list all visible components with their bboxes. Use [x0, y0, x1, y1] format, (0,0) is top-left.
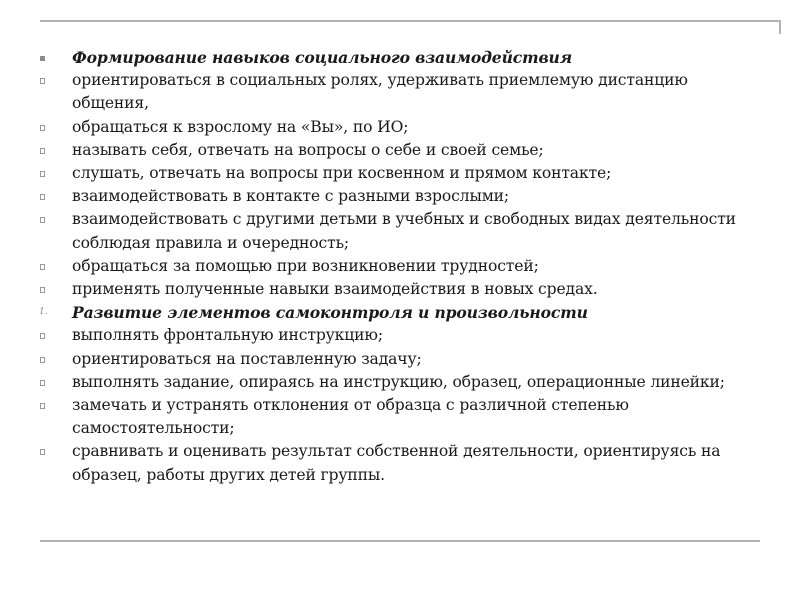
heading-text: Развитие элементов самоконтроля и произвольности: [72, 303, 588, 323]
list-item: [38, 139, 758, 162]
skills-list: [38, 46, 758, 487]
list-item: [38, 371, 758, 394]
list-item: [38, 255, 758, 278]
filled-square-bullet-icon: [38, 46, 58, 69]
list-item-text: слушать, отвечать на вопросы при косвенном и прямом контакте;: [72, 164, 612, 183]
section-heading: [38, 46, 758, 69]
square-bullet-icon: [38, 324, 58, 347]
bottom-divider: [40, 540, 760, 542]
square-bullet-icon: [38, 348, 58, 371]
top-divider-corner: [779, 20, 781, 34]
square-bullet-icon: [38, 371, 58, 394]
heading-text: Формирование навыков социального взаимодействия: [72, 48, 572, 67]
square-bullet-icon: [38, 139, 58, 162]
list-item-text: выполнять задание, опираясь на инструкцию, образец, операционные линейки;: [72, 372, 725, 391]
list-item-text: замечать и устранять отклонения от образца с различной степенью самостоятельности;: [72, 396, 629, 438]
square-bullet-icon: [38, 440, 58, 463]
list-item: [38, 116, 758, 139]
list-item-text: ориентироваться в социальных ролях, удерживать приемлемую дистанцию общения,: [72, 71, 688, 113]
list-item: [38, 208, 758, 254]
list-item: [38, 162, 758, 185]
list-item: [38, 394, 758, 440]
list-item: [38, 69, 758, 115]
list-item-text: называть себя, отвечать на вопросы о себе и своей семье;: [72, 140, 544, 159]
list-item: [38, 440, 758, 486]
list-item-text: обращаться за помощью при возникновении трудностей;: [72, 256, 539, 275]
list-item-text: обращаться к взрослому на «Вы», по ИО;: [72, 117, 409, 136]
list-item: [38, 348, 758, 371]
square-bullet-icon: [38, 185, 58, 208]
list-item-text: применять полученные навыки взаимодействия в новых средах.: [72, 280, 598, 299]
square-bullet-icon: [38, 69, 58, 92]
square-bullet-icon: [38, 162, 58, 185]
list-item-text: сравнивать и оценивать результат собственной деятельности, ориентируясь на образец, работы других детей группы.: [72, 442, 721, 484]
list-item-text: ориентироваться на поставленную задачу;: [72, 349, 422, 368]
section-heading: [38, 301, 758, 324]
square-bullet-icon: [38, 116, 58, 139]
top-divider: [40, 20, 781, 22]
square-bullet-icon: [38, 208, 58, 231]
square-bullet-icon: [38, 278, 58, 301]
square-bullet-icon: [38, 255, 58, 278]
list-item-text: выполнять фронтальную инструкцию;: [72, 326, 383, 345]
list-item-text: взаимодействовать в контакте с разными взрослыми;: [72, 187, 510, 206]
list-item: [38, 278, 758, 301]
list-number-marker: 1.: [39, 307, 48, 318]
list-item-text: взаимодействовать с другими детьми в учебных и свободных видах деятельности соблюдая правила и очередность;: [72, 210, 736, 252]
list-item: [38, 185, 758, 208]
list-item: [38, 324, 758, 347]
square-bullet-icon: [38, 394, 58, 417]
